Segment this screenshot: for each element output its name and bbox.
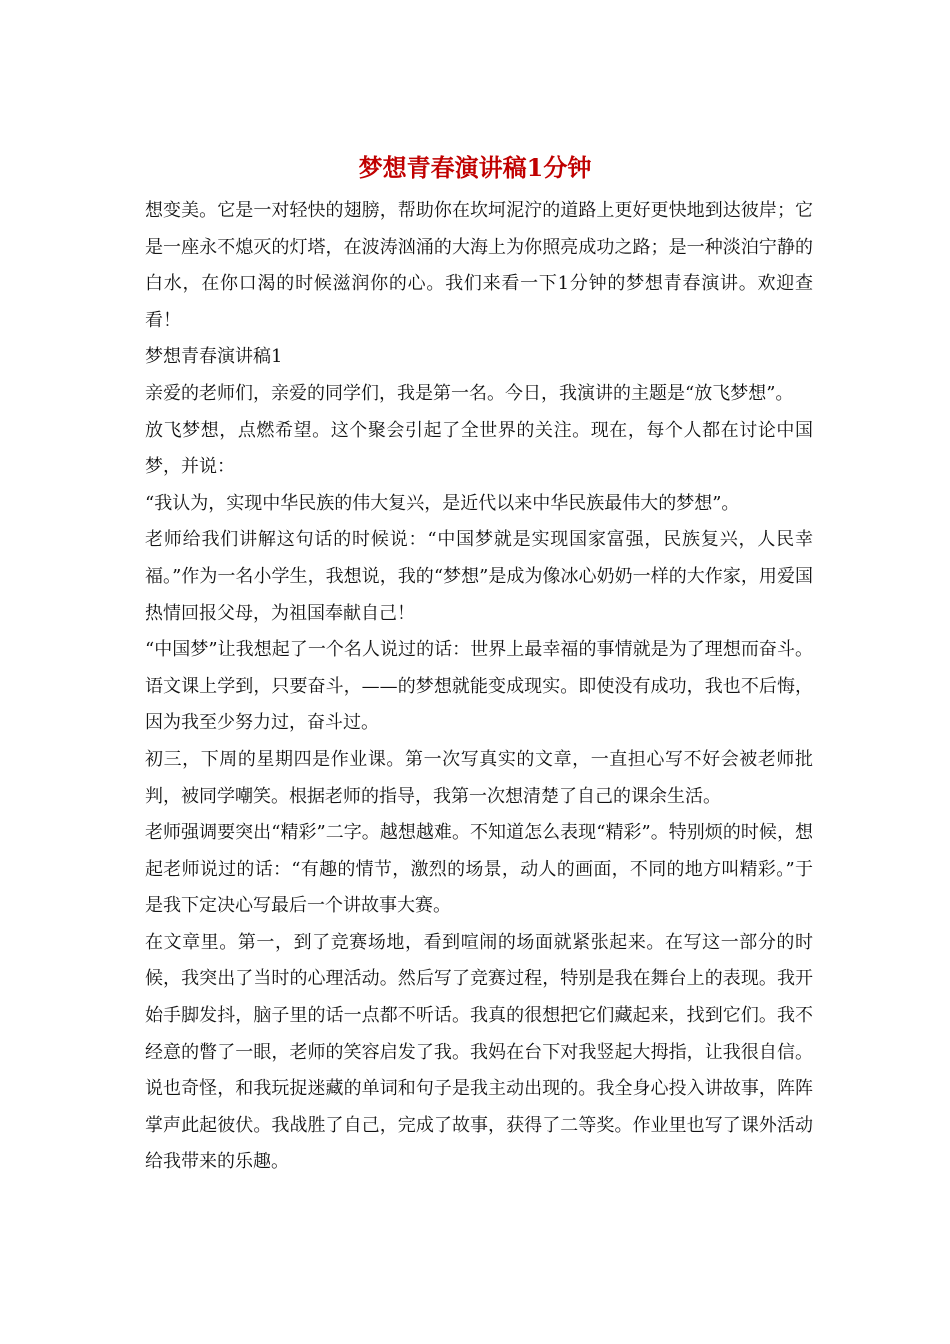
paragraph-subtitle: 梦想青春演讲稿1 — [145, 346, 283, 368]
paragraph: 在文章里。第一，到了竞赛场地，看到喧闹的场面就紧张起来。在写这一部分的时候，我突出了当时的心理活动。然后写了竞赛过程，特别是我在舞台上的表现。我开始手脚发抖，脑子里的话一点都不听话。我真的很想把它们藏起来，找到它们。我不经意的瞥了一眼，老师的笑容启发了我。我妈在台下对我竖起大拇指，让我很自信。说也奇怪，和我玩捉迷藏的单词和句子是我主动出现的。我全身心投入讲故事，阵阵掌声此起彼伏。我战胜了自己，完成了故事，获得了二等奖。作业里也写了课外活动给我带来的乐趣。 — [145, 931, 813, 1173]
paragraph: 老师给我们讲解这句话的时候说：“中国梦就是实现国家富强，民族复兴，人民幸福。”作为一名小学生，我想说，我的“梦想”是成为像冰心奶奶一样的大作家，用爱国热情回报父母，为祖国奉献自己！ — [145, 529, 813, 624]
paragraph: 放飞梦想，点燃希望。这个聚会引起了全世界的关注。现在，每个人都在讨论中国梦，并说： — [145, 419, 813, 478]
paragraph: 初三，下周的星期四是作业课。第一次写真实的文章，一直担心写不好会被老师批判，被同学嘲笑。根据老师的指导，我第一次想清楚了自己的课余生活。 — [145, 748, 813, 807]
paragraph: 亲爱的老师们，亲爱的同学们，我是第一名。今日，我演讲的主题是“放飞梦想”。 — [145, 382, 794, 404]
document-body — [145, 193, 813, 1181]
document-title: 梦想青春演讲稿1分钟 — [358, 153, 592, 182]
paragraph-quote: “我认为，实现中华民族的伟大复兴，是近代以来中华民族最伟大的梦想”。 — [145, 492, 740, 514]
paragraph: “中国梦”让我想起了一个名人说过的话：世界上最幸福的事情就是为了理想而奋斗。语文课上学到，只要奋斗，——的梦想就能变成现实。即使没有成功，我也不后悔，因为我至少努力过，奋斗过。 — [145, 639, 813, 734]
paragraph-intro: 想变美。它是一对轻快的翅膀，帮助你在坎坷泥泞的道路上更好更快地到达彼岸；它是一座永不熄灭的灯塔，在波涛汹涌的大海上为你照亮成功之路；是一种淡泊宁静的白水，在你口渴的时候滋润你的心。我们来看一下1分钟的梦想青春演讲。欢迎查看！ — [145, 200, 813, 331]
paragraph: 老师强调要突出“精彩”二字。越想越难。不知道怎么表现“精彩”。特别烦的时候，想起老师说过的话：“有趣的情节，激烈的场景，动人的画面，不同的地方叫精彩。”于是我下定决心写最后一个讲故事大赛。 — [145, 822, 813, 917]
